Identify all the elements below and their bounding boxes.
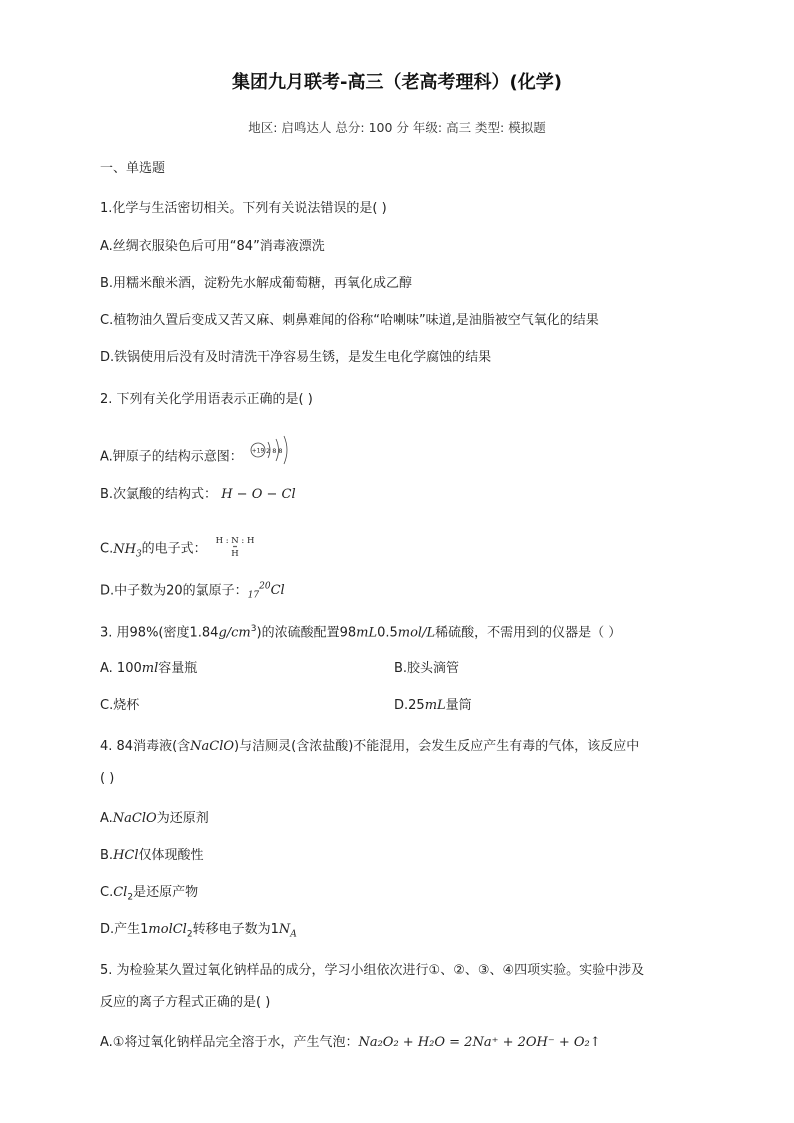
q1-option-c: C.植物油久置后变成又苦又麻、刺鼻难闻的俗称“哈喇味”味道,是油脂被空气氧化的结果 bbox=[100, 313, 599, 328]
q4-option-a bbox=[100, 810, 209, 828]
q4-option-d-formula-sub: 2 bbox=[186, 929, 193, 940]
q4-option-a-prefix: A. bbox=[100, 811, 113, 826]
nh3-formula bbox=[113, 541, 142, 560]
q3-option-a-text: 容量瓶 bbox=[158, 661, 198, 676]
q4-option-c-formula-sub: 2 bbox=[127, 892, 134, 903]
q1-stem: 1.化学与生活密切相关。下列有关说法错误的是( ) bbox=[100, 201, 387, 216]
q4-stem-part1: 4. 84消毒液(含 bbox=[100, 739, 191, 754]
q3-option-a-unit: ml bbox=[141, 661, 159, 676]
section-heading: 一、单选题 bbox=[100, 161, 166, 176]
q4-stem-part2: )与洁厕灵(含浓盐酸)不能混用，会发生反应产生有毒的气体，该反应中 bbox=[234, 739, 640, 754]
atom-shell-labels: 2 8 8 bbox=[265, 447, 283, 455]
q3-stem-part3: 0.5 bbox=[377, 625, 398, 641]
q5-stem-line2: 反应的离子方程式正确的是( ) bbox=[100, 995, 271, 1010]
chlorine-isotope bbox=[247, 582, 285, 601]
q4-option-d-text: 转移电子数为1 bbox=[192, 922, 279, 937]
q4-option-b-text: 仅体现酸性 bbox=[138, 848, 204, 863]
nh3-electron-dot-diagram bbox=[215, 533, 255, 565]
lewis-bottom-row: H bbox=[231, 549, 239, 559]
q4-option-d-prefix: D.产生1 bbox=[100, 922, 149, 937]
q3-unit-density: g/cm bbox=[218, 625, 251, 641]
q3-unit-volume: mL bbox=[356, 625, 378, 641]
q2-option-a bbox=[100, 433, 297, 467]
q2-option-d-text: D.中子数为20的氯原子： bbox=[100, 583, 248, 599]
q3-option-d-unit: mL bbox=[424, 698, 446, 713]
nh3-formula-sub: 3 bbox=[135, 549, 142, 560]
q4-option-a-text: 为还原剂 bbox=[156, 811, 209, 826]
q4-option-c bbox=[100, 884, 198, 907]
potassium-atom-diagram bbox=[249, 433, 297, 481]
q2-option-c bbox=[100, 533, 255, 565]
q3-stem-part4: 稀硫酸，不需用到的仪器是（ ） bbox=[435, 625, 622, 641]
q4-option-c-formula: Cl bbox=[113, 885, 128, 900]
q2-option-c-prefix: C. bbox=[100, 541, 114, 557]
q3-option-d bbox=[394, 697, 472, 715]
q3-stem-part1: 3. 用98%(密度1.84 bbox=[100, 625, 219, 641]
q2-option-c-text: 的电子式： bbox=[141, 541, 207, 557]
q4-option-c-prefix: C. bbox=[100, 885, 114, 900]
exam-title: 集团九月联考-高三（老高考理科）(化学) bbox=[232, 72, 562, 93]
q5-stem-line1: 5. 为检验某久置过氧化钠样品的成分，学习小组依次进行①、②、③、④四项实验。实验中涉及 bbox=[100, 963, 645, 978]
hclo-structural-formula: H − O − Cl bbox=[221, 487, 296, 502]
q1-option-b: B.用糯米酿米酒，淀粉先水解成葡萄糖，再氧化成乙醇 bbox=[100, 276, 413, 291]
q4-option-b bbox=[100, 847, 204, 865]
q3-option-a bbox=[100, 660, 197, 678]
lewis-top-row: H : N : H bbox=[215, 536, 255, 546]
q2-stem: 2. 下列有关化学用语表示正确的是( ) bbox=[100, 392, 313, 407]
q4-option-b-prefix: B. bbox=[100, 848, 114, 863]
q2-option-a-text: A.钾原子的结构示意图： bbox=[100, 449, 243, 465]
q2-option-d bbox=[100, 578, 285, 605]
nh3-formula-main: NH bbox=[113, 541, 136, 557]
q3-option-d-text: 量筒 bbox=[445, 698, 472, 713]
q1-option-a: A.丝绸衣服染色后可用“84”消毒液漂洗 bbox=[100, 239, 325, 254]
q4-option-b-formula: HCl bbox=[113, 848, 139, 863]
q4-stem bbox=[100, 738, 639, 756]
q3-option-a-prefix: A. 100 bbox=[100, 661, 142, 676]
isotope-mass-label: 20 bbox=[259, 582, 271, 592]
q3-option-c: C.烧杯 bbox=[100, 698, 140, 713]
isotope-atomic-number: 17 bbox=[247, 590, 260, 601]
q3-stem-part2: )的浓硫酸配置98 bbox=[256, 625, 357, 641]
q3-unit-conc: mol/L bbox=[397, 625, 436, 641]
q5-option-a bbox=[100, 1034, 601, 1052]
q4-option-a-formula: NaClO bbox=[112, 811, 157, 826]
q2-option-b-text: B.次氯酸的结构式： bbox=[100, 487, 218, 502]
atom-nucleus-label: +19 bbox=[251, 447, 265, 455]
q4-stem-line2: ( ) bbox=[100, 771, 115, 786]
q4-stem-formula: NaClO bbox=[190, 739, 235, 754]
q3-option-b: B.胶头滴管 bbox=[394, 661, 460, 676]
q3-option-d-prefix: D.25 bbox=[394, 698, 425, 713]
q5-option-a-text: A.①将过氧化钠样品完全溶于水，产生气泡： bbox=[100, 1035, 359, 1050]
avogadro-symbol: N bbox=[278, 922, 291, 937]
q4-option-d bbox=[100, 921, 297, 944]
q3-stem bbox=[100, 620, 621, 642]
q2-option-b bbox=[100, 486, 296, 504]
q4-option-d-formula: molCl bbox=[148, 922, 187, 937]
exam-meta: 地区: 启鸣达人 总分: 100 分 年级: 高三 类型: 模拟题 bbox=[248, 120, 546, 135]
avogadro-subscript: A bbox=[290, 929, 297, 940]
isotope-symbol: Cl bbox=[270, 583, 285, 599]
q4-option-c-text: 是还原产物 bbox=[133, 885, 199, 900]
q1-option-d: D.铁锅使用后没有及时清洗干净容易生锈，是发生电化学腐蚀的结果 bbox=[100, 350, 492, 365]
q5-option-a-equation: Na₂O₂ + H₂O = 2Na⁺ + 2OH⁻ + O₂↑ bbox=[358, 1035, 601, 1050]
q3-unit-density-sup: 3 bbox=[250, 624, 257, 634]
